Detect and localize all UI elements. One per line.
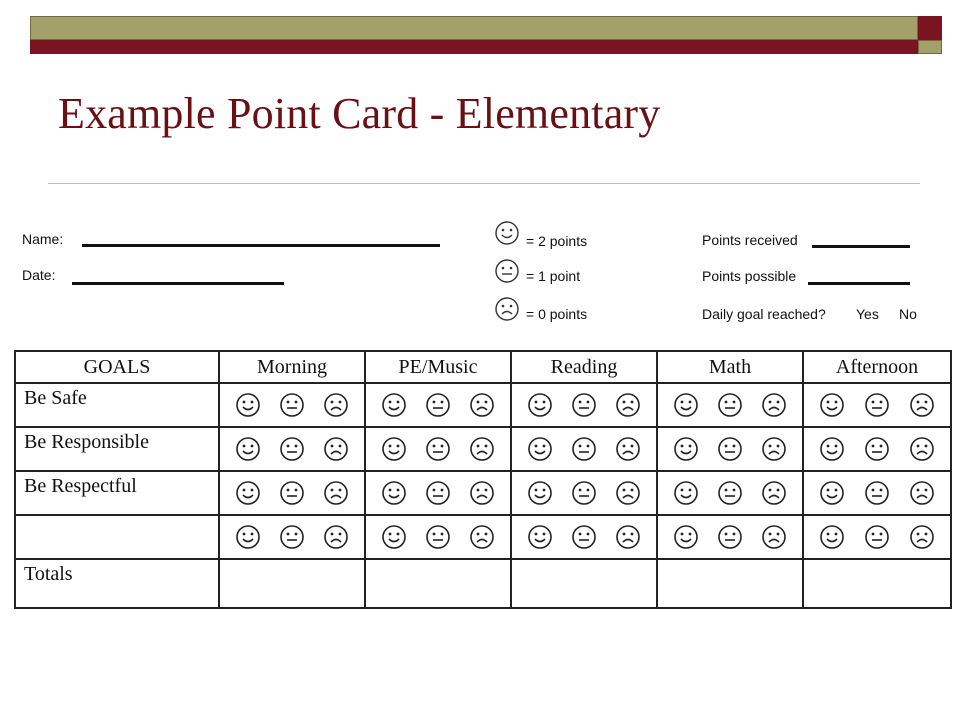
face-options <box>220 524 364 550</box>
points-received-label: Points received <box>702 232 798 248</box>
frowny-face-icon <box>761 524 787 550</box>
neutral-face-icon <box>494 258 520 284</box>
neutral-face-icon <box>717 480 743 506</box>
frowny-face-icon <box>469 392 495 418</box>
frowny-face-icon <box>494 296 520 322</box>
neutral-face-icon <box>571 392 597 418</box>
face-options <box>658 480 802 506</box>
smiley-face-icon <box>819 436 845 462</box>
period-header-morning: Morning <box>219 351 365 383</box>
legend-0-points: = 0 points <box>526 306 588 322</box>
smiley-face-icon <box>527 480 553 506</box>
points-possible-line <box>808 282 910 285</box>
face-options <box>804 436 950 462</box>
totals-cell-pe-music <box>365 559 511 608</box>
rating-cell-math <box>657 471 803 515</box>
goal-row <box>15 515 951 559</box>
totals-cell-math <box>657 559 803 608</box>
totals-cell-morning <box>219 559 365 608</box>
neutral-face-icon <box>717 392 743 418</box>
smiley-face-icon <box>381 392 407 418</box>
frowny-face-icon <box>761 392 787 418</box>
smiley-face-icon <box>527 436 553 462</box>
face-options <box>658 436 802 462</box>
face-options <box>512 524 656 550</box>
smiley-face-icon <box>235 436 261 462</box>
neutral-face-icon <box>279 524 305 550</box>
face-options <box>366 436 510 462</box>
frowny-face-icon <box>909 392 935 418</box>
legend-1-point: = 1 point <box>526 268 581 284</box>
smiley-face-icon <box>381 480 407 506</box>
neutral-face-icon <box>279 480 305 506</box>
period-header-reading: Reading <box>511 351 657 383</box>
rating-cell-pe-music <box>365 383 511 427</box>
totals-cell-reading <box>511 559 657 608</box>
smiley-face-icon <box>235 524 261 550</box>
face-options <box>658 392 802 418</box>
period-header-afternoon: Afternoon <box>803 351 951 383</box>
yes-option: Yes <box>856 306 879 322</box>
smiley-face-icon <box>819 392 845 418</box>
goal-label <box>15 515 219 559</box>
rating-cell-afternoon <box>803 383 951 427</box>
smiley-face-icon <box>819 480 845 506</box>
neutral-face-icon <box>571 436 597 462</box>
rating-cell-morning <box>219 427 365 471</box>
name-line <box>82 244 440 247</box>
smiley-face-icon <box>673 480 699 506</box>
no-option: No <box>899 306 917 322</box>
neutral-face-icon <box>864 436 890 462</box>
name-label: Name: <box>22 231 64 247</box>
rating-cell-reading <box>511 471 657 515</box>
goals-header: GOALS <box>15 351 219 383</box>
smiley-face-icon <box>235 480 261 506</box>
rating-cell-reading <box>511 515 657 559</box>
rating-cell-math <box>657 515 803 559</box>
frowny-face-icon <box>761 436 787 462</box>
neutral-face-icon <box>279 392 305 418</box>
frowny-face-icon <box>323 524 349 550</box>
frowny-face-icon <box>761 480 787 506</box>
frowny-face-icon <box>323 392 349 418</box>
frowny-face-icon <box>323 436 349 462</box>
period-header-pe-music: PE/Music <box>365 351 511 383</box>
face-options <box>366 392 510 418</box>
period-header-math: Math <box>657 351 803 383</box>
goal-row <box>15 383 951 427</box>
face-options <box>220 436 364 462</box>
face-options <box>658 524 802 550</box>
face-options <box>804 392 950 418</box>
header-row <box>15 351 951 383</box>
points-received-line <box>812 245 910 248</box>
goal-label: Be Respectful <box>15 471 219 515</box>
frowny-face-icon <box>469 480 495 506</box>
neutral-face-icon <box>864 392 890 418</box>
smiley-face-icon <box>673 524 699 550</box>
smiley-face-icon <box>494 220 520 246</box>
rating-cell-math <box>657 427 803 471</box>
smiley-face-icon <box>673 392 699 418</box>
frowny-face-icon <box>469 436 495 462</box>
rating-cell-morning <box>219 515 365 559</box>
smiley-face-icon <box>527 524 553 550</box>
slide-title: Example Point Card - Elementary <box>58 89 661 138</box>
neutral-face-icon <box>425 392 451 418</box>
smiley-face-icon <box>527 392 553 418</box>
goal-label: Be Safe <box>15 383 219 427</box>
face-options <box>804 480 950 506</box>
face-options <box>366 480 510 506</box>
totals-cell-afternoon <box>803 559 951 608</box>
frowny-face-icon <box>909 436 935 462</box>
rating-cell-reading <box>511 427 657 471</box>
rating-cell-pe-music <box>365 471 511 515</box>
totals-row <box>15 559 951 608</box>
face-options <box>512 480 656 506</box>
neutral-face-icon <box>425 480 451 506</box>
face-options <box>220 480 364 506</box>
smiley-face-icon <box>673 436 699 462</box>
smiley-face-icon <box>819 524 845 550</box>
rating-cell-afternoon <box>803 427 951 471</box>
points-possible-label: Points possible <box>702 268 797 284</box>
date-line <box>72 282 284 285</box>
rating-cell-pe-music <box>365 427 511 471</box>
neutral-face-icon <box>864 524 890 550</box>
totals-label: Totals <box>15 559 219 608</box>
goals-table <box>14 350 952 609</box>
rating-cell-math <box>657 383 803 427</box>
frowny-face-icon <box>909 480 935 506</box>
legend-2-points: = 2 points <box>526 233 588 249</box>
neutral-face-icon <box>425 436 451 462</box>
daily-goal-label: Daily goal reached? <box>702 306 826 322</box>
smiley-face-icon <box>235 392 261 418</box>
smiley-face-icon <box>381 436 407 462</box>
goal-row <box>15 471 951 515</box>
face-options <box>366 524 510 550</box>
smiley-face-icon <box>381 524 407 550</box>
face-options <box>220 392 364 418</box>
frowny-face-icon <box>615 392 641 418</box>
frowny-face-icon <box>615 524 641 550</box>
rating-cell-reading <box>511 383 657 427</box>
frowny-face-icon <box>909 524 935 550</box>
neutral-face-icon <box>717 524 743 550</box>
rating-cell-afternoon <box>803 515 951 559</box>
date-label: Date: <box>22 267 56 283</box>
rating-cell-morning <box>219 471 365 515</box>
goal-row <box>15 427 951 471</box>
frowny-face-icon <box>615 436 641 462</box>
frowny-face-icon <box>615 480 641 506</box>
rating-cell-pe-music <box>365 515 511 559</box>
goal-label: Be Responsible <box>15 427 219 471</box>
rating-cell-morning <box>219 383 365 427</box>
face-options <box>512 392 656 418</box>
frowny-face-icon <box>323 480 349 506</box>
rating-cell-afternoon <box>803 471 951 515</box>
neutral-face-icon <box>279 436 305 462</box>
neutral-face-icon <box>571 524 597 550</box>
face-options <box>804 524 950 550</box>
neutral-face-icon <box>864 480 890 506</box>
frowny-face-icon <box>469 524 495 550</box>
neutral-face-icon <box>425 524 451 550</box>
face-options <box>512 436 656 462</box>
neutral-face-icon <box>571 480 597 506</box>
neutral-face-icon <box>717 436 743 462</box>
